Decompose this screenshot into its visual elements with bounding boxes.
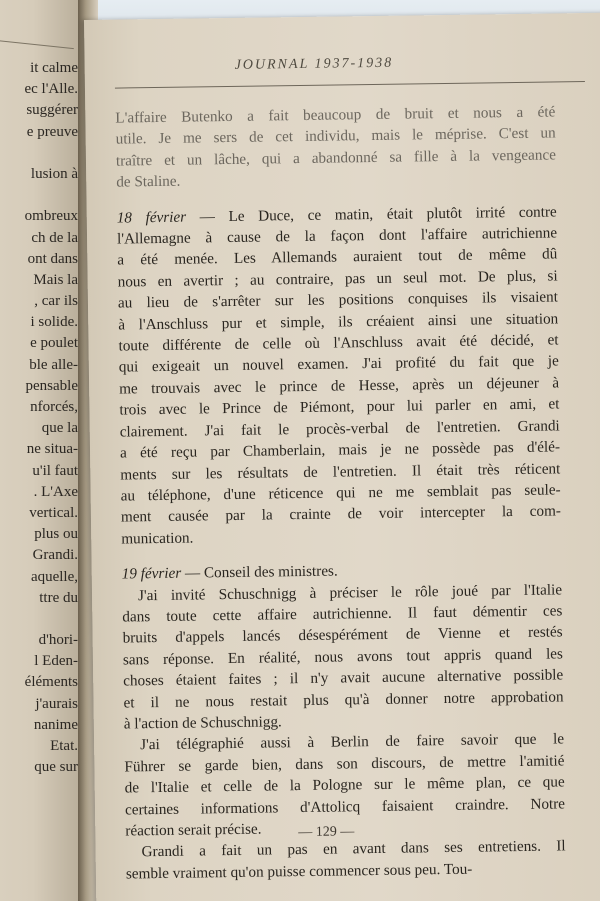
line-text: à l'Anschluss pur et simple, ils créaient ainsi une situation bbox=[118, 310, 559, 334]
left-page-line: ec l'Alle. bbox=[24, 81, 78, 98]
line-text: J'ai invité Schuschnigg à préciser le rôle joué par l'Italie bbox=[137, 580, 563, 604]
line-text: dans toute cette affaire autrichienne. Il faut démentir ces bbox=[122, 602, 563, 626]
left-page-line: que sur bbox=[34, 759, 78, 776]
line-text: a été menée. Les Allemands auraient tout de même dû bbox=[117, 245, 558, 269]
line-text: munication. bbox=[121, 529, 194, 548]
left-page-line: ble alle- bbox=[29, 356, 78, 373]
left-page-line: d'hori- bbox=[38, 632, 78, 649]
left-page-line: Grandi. bbox=[32, 547, 78, 564]
left-page-line: que la bbox=[41, 420, 78, 437]
line-text: clairement. J'ai fait le procès-verbal de l'entretien. Grandi bbox=[119, 417, 560, 441]
left-page-head-rule bbox=[0, 40, 74, 49]
left-page-line: pensable bbox=[25, 377, 78, 394]
line-text: me trouvais avec le prince de Hesse, après un déjeuner à bbox=[119, 374, 560, 398]
left-page-line: . L'Axe bbox=[33, 483, 78, 500]
running-head-rule bbox=[115, 81, 585, 89]
page-text bbox=[115, 101, 566, 884]
line-text: de l'Italie et celle de la Pologne sur le même plan, ce que bbox=[124, 773, 565, 797]
line-text: a été reçu par Chamberlain, mais je ne possède pas d'élé- bbox=[119, 438, 561, 462]
left-page-line: j'aurais bbox=[35, 695, 78, 712]
entry-date: 19 février bbox=[121, 564, 182, 583]
left-page-line: aquelle, bbox=[30, 568, 78, 585]
right-page bbox=[84, 12, 600, 901]
line-text: ment causée par la crainte de voir intercepter la com- bbox=[120, 502, 562, 526]
line-text: toute différente de celle où l'Anschluss avait été décidé, et bbox=[118, 331, 559, 355]
line-text: certaines informations d'Attolicq faisaient craindre. Notre bbox=[124, 794, 566, 819]
line-text: traître et un lâche, qui a abandonné sa fille à la vengeance bbox=[115, 146, 557, 170]
line-text: bruits d'appels lancés désespérément de Vienne et restés bbox=[122, 623, 563, 647]
left-page-line: Etat. bbox=[50, 738, 78, 754]
line-text: semble vraiment qu'on puisse commencer sous peu. Tou- bbox=[125, 860, 473, 883]
line-text: l'Allemagne à cause de la façon dont l'affaire autrichienne bbox=[116, 224, 558, 248]
entry-date: 18 février bbox=[116, 208, 187, 227]
left-page-line: it calme bbox=[30, 60, 78, 76]
line-text: sans réponse. En réalité, nous avons tout appris quand les bbox=[122, 645, 564, 669]
left-page-line: suggérer bbox=[26, 102, 78, 119]
left-page-line: e preuve bbox=[26, 123, 78, 140]
left-page-line: l Eden- bbox=[34, 653, 78, 670]
left-page-line: ttre du bbox=[39, 589, 78, 606]
left-page-line: , car ils bbox=[34, 293, 78, 310]
left-page-line: lusion à bbox=[30, 165, 78, 182]
left-page-line: éléments bbox=[24, 674, 78, 691]
line-text: nous en avertir ; au contraire, pas un seul mot. De plus, si bbox=[117, 267, 558, 291]
line-text: qui exigeait un nouvel examen. J'ai profité du fait que je bbox=[118, 352, 559, 377]
line-text: Grandi a fait un pas en avant dans ses entretiens. Il bbox=[141, 837, 566, 861]
line-text: J'ai télégraphié aussi à Berlin de faire savoir que le bbox=[140, 730, 565, 754]
left-page-line: u'il faut bbox=[32, 462, 78, 479]
line-text: au téléphone, d'une réticence qui ne me semblait pas seule- bbox=[120, 481, 561, 505]
left-page-line: vertical. bbox=[29, 504, 78, 521]
left-page-line: Mais la bbox=[33, 271, 78, 288]
line-text: Führer se garde bien, dans son discours, de mettre l'amitié bbox=[124, 752, 565, 776]
running-head: JOURNAL 1937-1938 bbox=[234, 55, 394, 73]
page-number: — 129 — bbox=[298, 824, 355, 841]
line-text: utile. Je me sers de cet individu, mais le méprise. C'est un bbox=[115, 124, 556, 148]
left-page-line: ont dans bbox=[27, 250, 78, 267]
left-page-line bbox=[0, 143, 78, 164]
line-text: — Le Duce, ce matin, était plutôt irrité contre bbox=[185, 203, 557, 226]
line-text: et il ne nous restait plus qu'à donner notre approbation bbox=[123, 687, 564, 712]
left-page-line bbox=[0, 185, 78, 206]
line-text: de Staline. bbox=[116, 172, 181, 191]
line-text: à l'action de Schuschnigg. bbox=[123, 713, 282, 733]
left-page-line: plus ou bbox=[34, 526, 78, 543]
line-text: réaction serait précise. bbox=[125, 820, 262, 840]
line-text: L'affaire Butenko a fait beaucoup de bruit et nous a été bbox=[115, 103, 556, 127]
line-text: ments sur les résultats de l'entretien. Il était très réticent bbox=[120, 459, 561, 484]
left-page-line: ombreux bbox=[24, 208, 78, 225]
left-page-line: ch de la bbox=[31, 229, 78, 246]
line-text: trois avec le Prince de Piémont, pour lui parler en ami, et bbox=[119, 395, 560, 419]
left-page-line: i solide. bbox=[30, 314, 78, 331]
left-page bbox=[0, 0, 84, 901]
left-page-line: e poulet bbox=[30, 335, 78, 352]
left-page-line bbox=[0, 609, 78, 630]
left-page-line: nforcés, bbox=[30, 399, 78, 415]
left-page-line: nanime bbox=[33, 716, 78, 733]
line-text: — Conseil des ministres. bbox=[181, 562, 338, 582]
line-text: choses étaient faites ; il n'y avait aucune alternative possible bbox=[123, 666, 564, 690]
left-page-text bbox=[0, 58, 78, 778]
line-text: au lieu de s'arrêter sur les positions conquises ils visaient bbox=[117, 288, 559, 312]
left-page-line: ne situa- bbox=[26, 441, 78, 458]
